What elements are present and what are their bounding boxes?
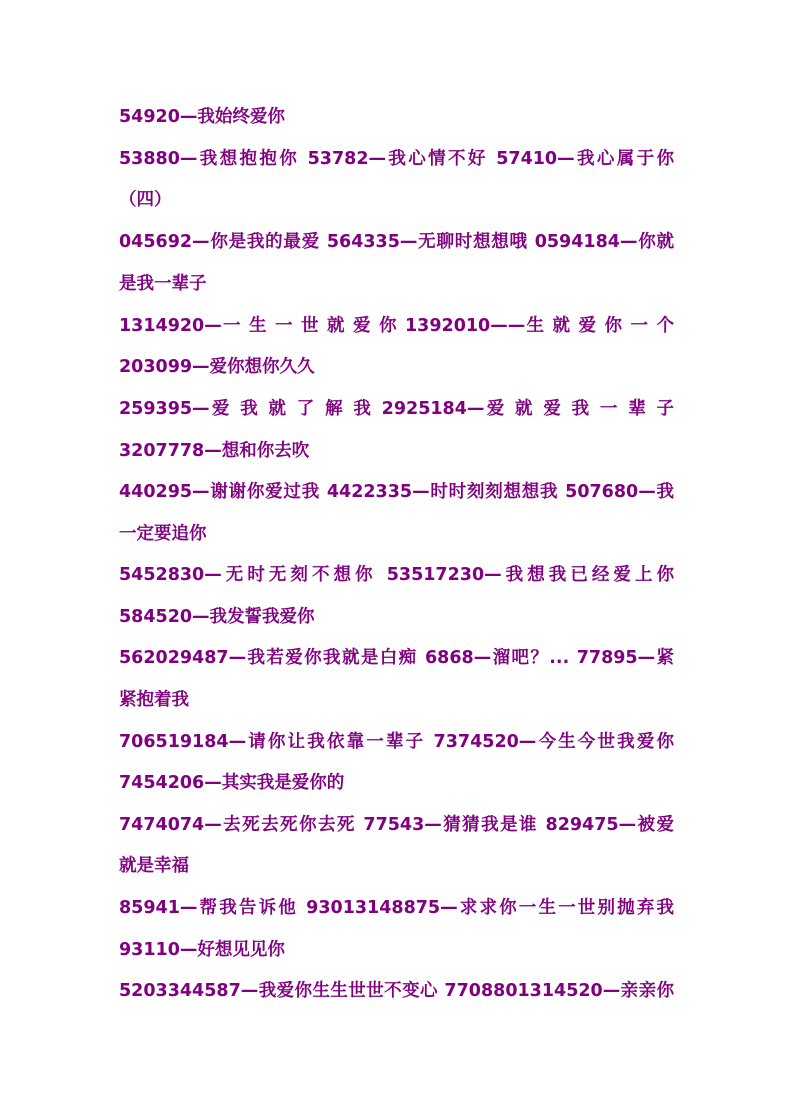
- text-line-11: 一定要追你: [119, 524, 207, 544]
- text-line-8: 259395—爱 我 就 了 解 我 2925184—爱 就 爱 我 一 辈 子: [119, 399, 674, 419]
- text-line-14: 562029487—我若爱你我就是白痴 6868—溜吧？... 77895—紧: [119, 648, 674, 668]
- text-line-19: 就是幸福: [119, 856, 189, 876]
- text-line-2: 53880—我想抱抱你 53782—我心情不好 57410—我心属于你: [119, 149, 674, 169]
- text-line-21: 93110—好想见见你: [119, 940, 285, 960]
- text-line-10: 440295—谢谢你爱过我 4422335—时时刻刻想想我 507680—我: [119, 482, 674, 502]
- text-line-16: 706519184—请你让我依靠一辈子 7374520—今生今世我爱你: [119, 732, 674, 752]
- text-line-18: 7474074—去死去死你去死 77543—猜猜我是谁 829475—被爱: [119, 815, 674, 835]
- text-line-22: 5203344587—我爱你生生世世不变心 7708801314520—亲亲你: [119, 981, 674, 1001]
- text-line-17: 7454206—其实我是爱你的: [119, 773, 345, 793]
- text-line-12: 5452830—无时无刻不想你 53517230—我想我已经爱上你: [119, 565, 674, 585]
- text-line-3: （四）: [119, 190, 172, 210]
- text-line-13: 584520—我发誓我爱你: [119, 607, 315, 627]
- text-line-9: 3207778—想和你去吹: [119, 441, 310, 461]
- text-line-15: 紧抱着我: [119, 690, 189, 710]
- text-line-1: 54920—我始终爱你: [119, 107, 285, 127]
- text-line-6: 1314920—一 生 一 世 就 爱 你 1392010——生 就 爱 你 一 个: [119, 316, 674, 336]
- text-line-4: 045692—你是我的最爱 564335—无聊时想想哦 0594184—你就: [119, 232, 674, 252]
- text-line-20: 85941—帮我告诉他 93013148875—求求你一生一世别抛弃我: [119, 898, 674, 918]
- text-line-7: 203099—爱你想你久久: [119, 357, 315, 377]
- text-line-5: 是我一辈子: [119, 274, 207, 294]
